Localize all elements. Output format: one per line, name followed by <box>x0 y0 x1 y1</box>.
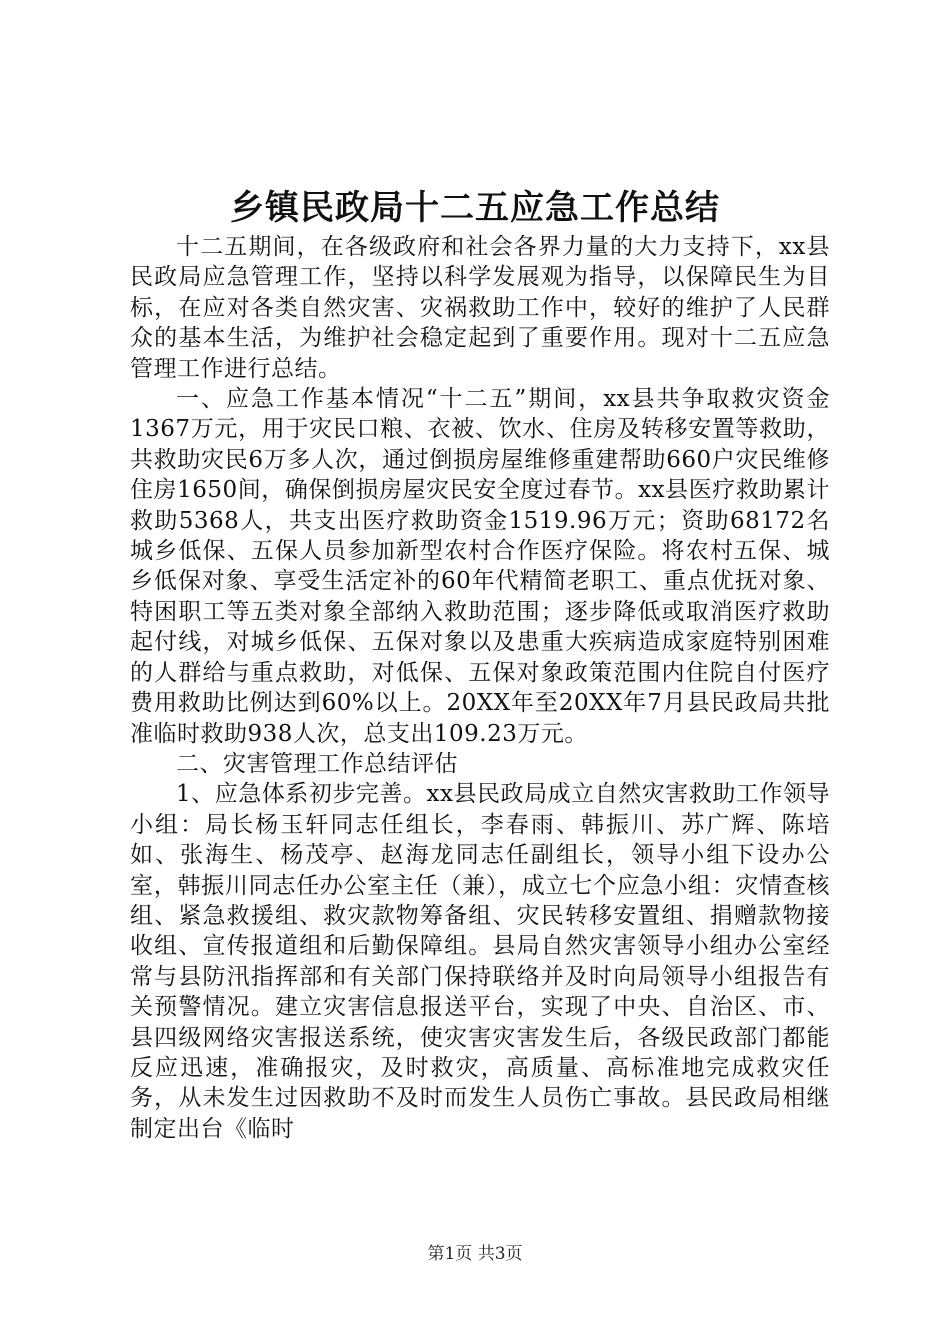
page-number-footer: 第1页 共3页 <box>427 1244 523 1264</box>
intro-paragraph: 十二五期间，在各级政府和社会各界力量的大力支持下，xx县民政局应急管理工作，坚持以科学发展观为指导，以保障民生为目标，在应对各类自然灾害、灾祸救助工作中，较好的维护了人民群众的基本生活，为维护社会稳定起到了重要作用。现对十二五应急管理工作进行总结。 <box>130 234 830 382</box>
document-title: 乡镇民政局十二五应急工作总结 <box>230 188 720 228</box>
section-two-heading: 二、灾害管理工作总结评估 <box>176 750 458 777</box>
document-body <box>130 232 830 1144</box>
section-two-paragraph: 1、应急体系初步完善。xx县民政局成立自然灾害救助工作领导小组：局长杨玉轩同志任组长，李春雨、韩振川、苏广辉、陈培如、张海生、杨茂亭、赵海龙同志任副组长，领导小组下设办公室，韩振川同志任办公室主任（兼），成立七个应急小组：灾情查核组、紧急救援组、救灾款物筹备组、灾民转移安置组、捐赠款物接收组、宣传报道组和后勤保障组。县局自然灾害领导小组办公室经常与县防汛指挥部和有关部门保持联络并及时向局领导小组报告有关预警情况。建立灾害信息报送平台，实现了中央、自治区、市、县四级网络灾害报送系统，使灾害灾害发生后，各级民政部门都能反应迅速，准确报灾，及时救灾，高质量、高标准地完成救灾任务，从未发生过因救助不及时而发生人员伤亡事故。县民政局相继制定出台《临时 <box>130 781 830 1142</box>
section-one-paragraph: 一、应急工作基本情况“十二五”期间，xx县共争取救灾资金1367万元，用于灾民口粮、衣被、饮水、住房及转移安置等救助，共救助灾民6万多人次，通过倒损房屋维修重建帮助660户灾民维修住房1650间，确保倒损房屋灾民安全度过春节。xx县医疗救助累计救助5368人，共支出医疗救助资金1519.96万元；资助68172名城乡低保、五保人员参加新型农村合作医疗保险。将农村五保、城乡低保对象、享受生活定补的60年代精简老职工、重点优抚对象、特困职工等五类对象全部纳入救助范围；逐步降低或取消医疗救助起付线，对城乡低保、五保对象以及患重大疾病造成家庭特别困难的人群给与重点救助，对低保、五保对象政策范围内住院自付医疗费用救助比例达到60%以上。20XX年至20XX年7月县民政局共批准临时救助938人次，总支出109.23万元。 <box>130 386 830 747</box>
